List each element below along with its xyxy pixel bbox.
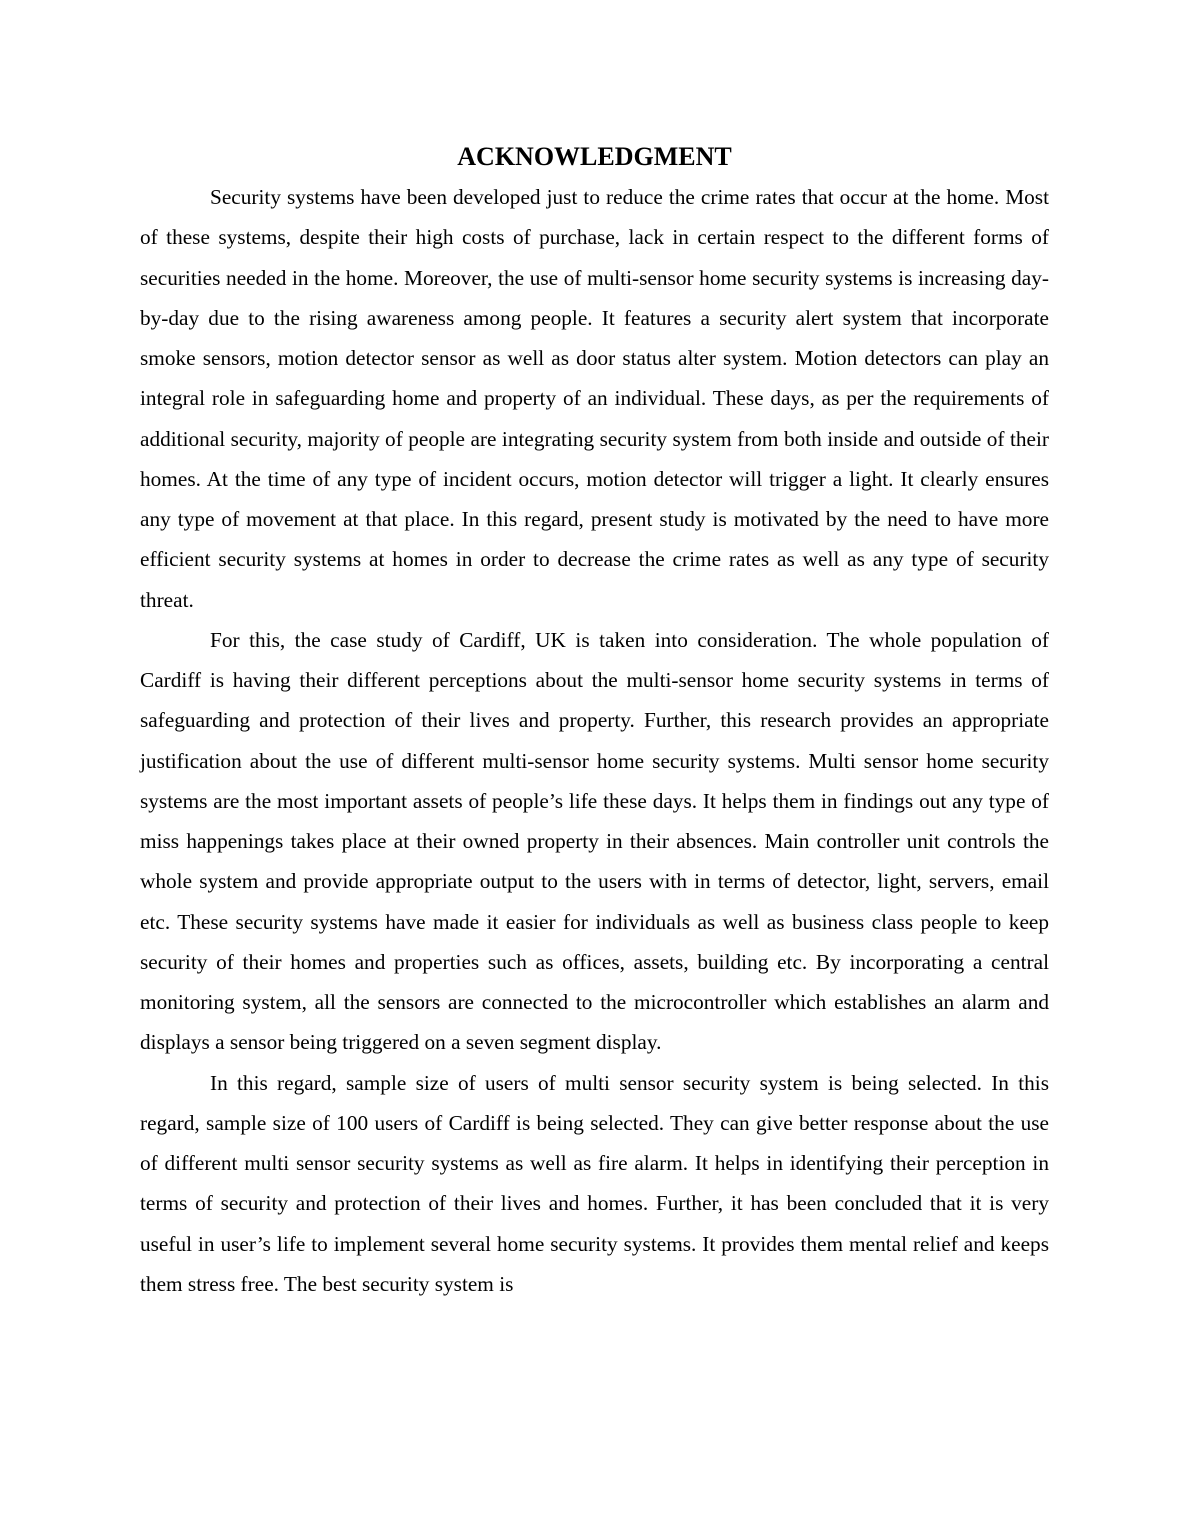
- paragraph-2: For this, the case study of Cardiff, UK is taken into consideration. The whole population of Cardiff is having their different perceptions about the multi-sensor home security systems in terms of safeguarding and protection of their lives and property. Further, this research provides an appropriate justification about the use of different multi-sensor home security systems. Multi sensor home security systems are the most important assets of people’s life these days. It helps them in findings out any type of miss happenings takes place at their owned property in their absences. Main controller unit controls the whole system and provide appropriate output to the users with in terms of detector, light, servers, email etc. These security systems have made it easier for individuals as well as business class people to keep security of their homes and properties such as offices, assets, building etc. By incorporating a central monitoring system, all the sensors are connected to the microcontroller which establishes an alarm and displays a sensor being triggered on a seven segment display.: [140, 627, 1049, 1055]
- document-body: [140, 137, 1049, 1304]
- paragraph-1: Security systems have been developed just to reduce the crime rates that occur at the home. Most of these systems, despite their high costs of purchase, lack in certain respect to the different forms of securities needed in the home. Moreover, the use of multi-sensor home security systems is increasing day-by-day due to the rising awareness among people. It features a security alert system that incorporate smoke sensors, motion detector sensor as well as door status alter system. Motion detectors can play an integral role in safeguarding home and property of an individual. These days, as per the requirements of additional security, majority of people are integrating security system from both inside and outside of their homes. At the time of any type of incident occurs, motion detector will trigger a light. It clearly ensures any type of movement at that place. In this regard, present study is motivated by the need to have more efficient security systems at homes in order to decrease the crime rates as well as any type of security threat.: [140, 185, 1049, 612]
- paragraph-3: In this regard, sample size of users of multi sensor security system is being selected. In this regard, sample size of 100 users of Cardiff is being selected. They can give better response about the use of different multi sensor security systems as well as fire alarm. It helps in identifying their perception in terms of security and protection of their lives and homes. Further, it has been concluded that it is very useful in user’s life to implement several home security systems. It provides them mental relief and keeps them stress free. The best security system is: [140, 1070, 1049, 1296]
- page-title: ACKNOWLEDGMENT: [457, 142, 732, 171]
